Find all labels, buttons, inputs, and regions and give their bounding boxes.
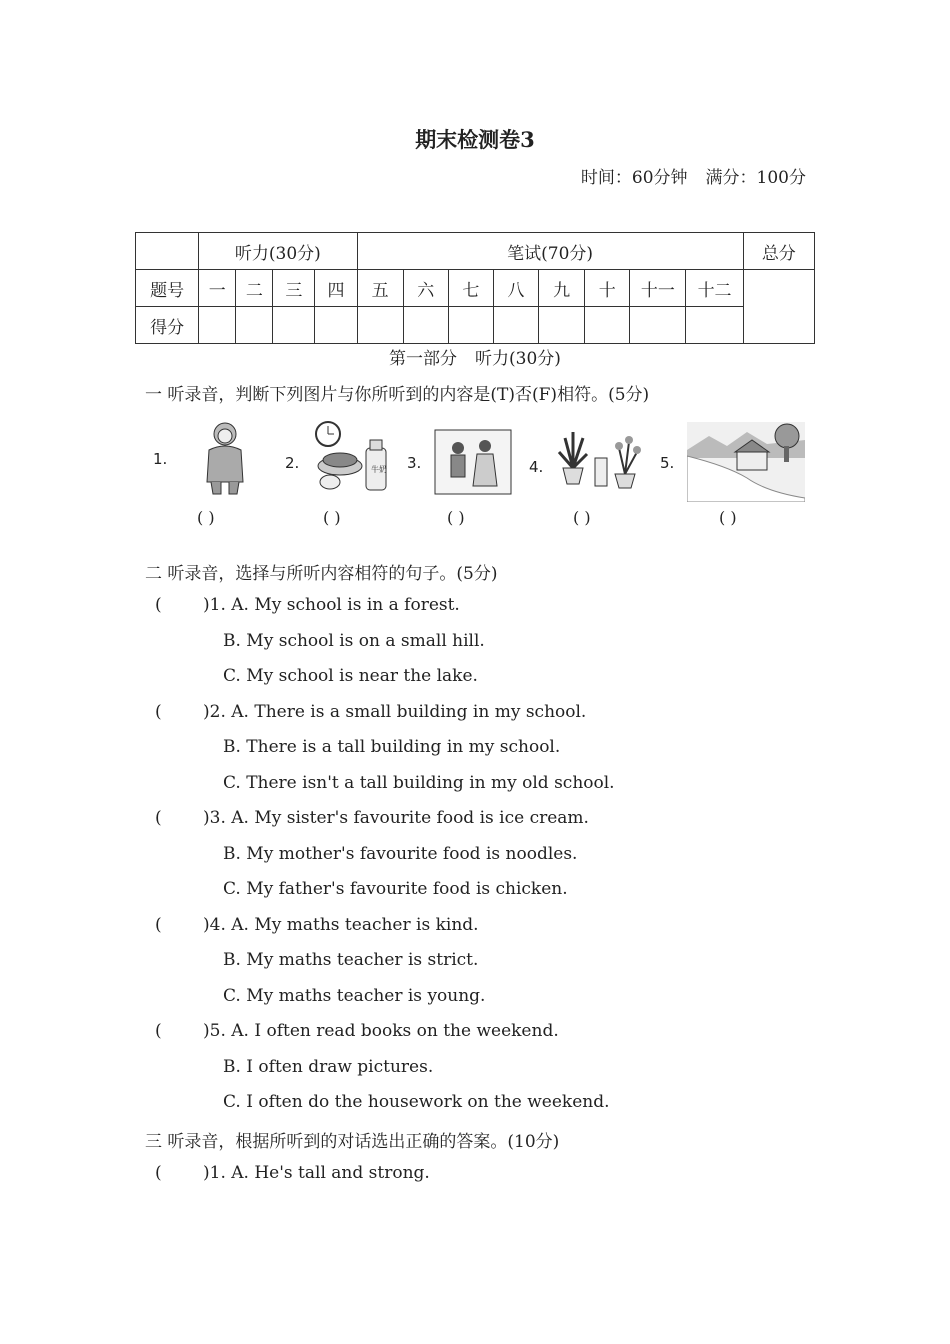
score-table-row-question: 题号 <box>136 270 199 307</box>
score-table-total-cell[interactable] <box>743 270 814 344</box>
option-c: C. My father's favourite food is chicken. <box>223 879 568 899</box>
score-table-qnum: 三 <box>273 270 315 307</box>
score-table-qnum: 十一 <box>630 270 686 307</box>
option-c: C. There isn't a tall building in my old school. <box>223 773 615 793</box>
score-table-qnum: 五 <box>357 270 403 307</box>
score-cell[interactable] <box>493 307 538 344</box>
score-cell[interactable] <box>686 307 743 344</box>
milk-label: 牛奶 <box>371 465 387 474</box>
score-table-qnum: 一 <box>199 270 236 307</box>
house-landscape-picture <box>687 422 805 502</box>
exam-time: 时间：60分钟 <box>580 168 688 188</box>
part-one-heading <box>0 344 950 369</box>
exam-title: 期末检测卷3 <box>415 127 535 152</box>
section-two-title: 二 听录音，选择与所听内容相符的句子。(5分) <box>145 564 498 584</box>
score-table-qnum: 四 <box>315 270 357 307</box>
question-row <box>155 595 460 615</box>
score-table-listening: 听力(30分) <box>199 233 357 270</box>
score-table-writing: 笔试(70分) <box>357 233 743 270</box>
score-cell[interactable] <box>236 307 273 344</box>
score-cell[interactable] <box>630 307 686 344</box>
question-row <box>155 1163 430 1183</box>
score-table <box>135 232 815 344</box>
score-table-qnum: 十 <box>585 270 630 307</box>
children-board-picture <box>433 428 513 500</box>
score-table-qnum: 二 <box>236 270 273 307</box>
section-three-title: 三 听录音，根据所听到的对话选出正确的答案。(10分) <box>145 1132 560 1152</box>
answer-blank[interactable]: ( ) <box>197 508 215 527</box>
woman-picture <box>195 420 255 500</box>
score-table-qnum: 八 <box>493 270 538 307</box>
question-number: )1. <box>203 1163 226 1183</box>
part-one-subtitle: 听力(30分) <box>475 349 561 369</box>
exam-meta <box>581 163 806 188</box>
option-c: C. My school is near the lake. <box>223 666 478 686</box>
section-one-pictures <box>145 420 815 530</box>
option-b: B. My maths teacher is strict. <box>223 950 479 970</box>
score-table-total: 总分 <box>743 233 814 270</box>
score-cell[interactable] <box>357 307 403 344</box>
answer-paren[interactable]: ( <box>155 1163 162 1183</box>
option-a: A. My maths teacher is kind. <box>231 915 479 935</box>
question-row <box>155 1021 559 1041</box>
score-table-qnum: 六 <box>403 270 448 307</box>
score-cell[interactable] <box>585 307 630 344</box>
option-b: B. There is a tall building in my school. <box>223 737 561 757</box>
section-one-title: 一 听录音，判断下列图片与你所听到的内容是(T)否(F)相符。(5分) <box>145 385 650 405</box>
question-number: )4. <box>203 915 226 935</box>
score-cell[interactable] <box>315 307 357 344</box>
option-c: C. I often do the housework on the weekend. <box>223 1092 610 1112</box>
answer-blank[interactable]: ( ) <box>323 508 341 527</box>
score-cell[interactable] <box>273 307 315 344</box>
answer-paren[interactable]: ( <box>155 595 162 615</box>
score-table-row-score: 得分 <box>136 307 199 344</box>
option-a: A. I often read books on the weekend. <box>231 1021 559 1041</box>
answer-blank[interactable]: ( ) <box>719 508 737 527</box>
question-number: )2. <box>203 702 226 722</box>
option-b: B. My mother's favourite food is noodles. <box>223 844 578 864</box>
option-a: A. He's tall and strong. <box>231 1163 430 1183</box>
plants-picture <box>555 428 647 494</box>
score-table-qnum: 十二 <box>686 270 743 307</box>
question-row <box>155 808 589 828</box>
answer-blank[interactable]: ( ) <box>573 508 591 527</box>
score-table-qnum: 九 <box>539 270 585 307</box>
picture-number: 3. <box>407 454 422 472</box>
option-a: A. My sister's favourite food is ice cream. <box>231 808 589 828</box>
option-a: A. There is a small building in my school. <box>231 702 587 722</box>
option-b: B. My school is on a small hill. <box>223 631 485 651</box>
option-b: B. I often draw pictures. <box>223 1057 434 1077</box>
score-cell[interactable] <box>403 307 448 344</box>
picture-number: 1. <box>153 450 168 468</box>
answer-paren[interactable]: ( <box>155 915 162 935</box>
score-table-corner <box>136 233 199 270</box>
option-a: A. My school is in a forest. <box>231 595 460 615</box>
clock-food-milk-picture <box>310 420 390 495</box>
exam-full-score: 满分：100分 <box>705 168 806 188</box>
answer-paren[interactable]: ( <box>155 1021 162 1041</box>
answer-blank[interactable]: ( ) <box>447 508 465 527</box>
answer-paren[interactable]: ( <box>155 702 162 722</box>
picture-number: 4. <box>529 458 544 476</box>
question-number: )3. <box>203 808 226 828</box>
option-c: C. My maths teacher is young. <box>223 986 486 1006</box>
answer-paren[interactable]: ( <box>155 808 162 828</box>
picture-number: 5. <box>660 454 675 472</box>
score-table-qnum: 七 <box>448 270 493 307</box>
question-number: )1. <box>203 595 226 615</box>
question-row <box>155 702 586 722</box>
score-cell[interactable] <box>539 307 585 344</box>
picture-number: 2. <box>285 454 300 472</box>
score-cell[interactable] <box>199 307 236 344</box>
question-row <box>155 915 479 935</box>
question-number: )5. <box>203 1021 226 1041</box>
score-cell[interactable] <box>448 307 493 344</box>
part-one-title: 第一部分 <box>389 349 458 369</box>
